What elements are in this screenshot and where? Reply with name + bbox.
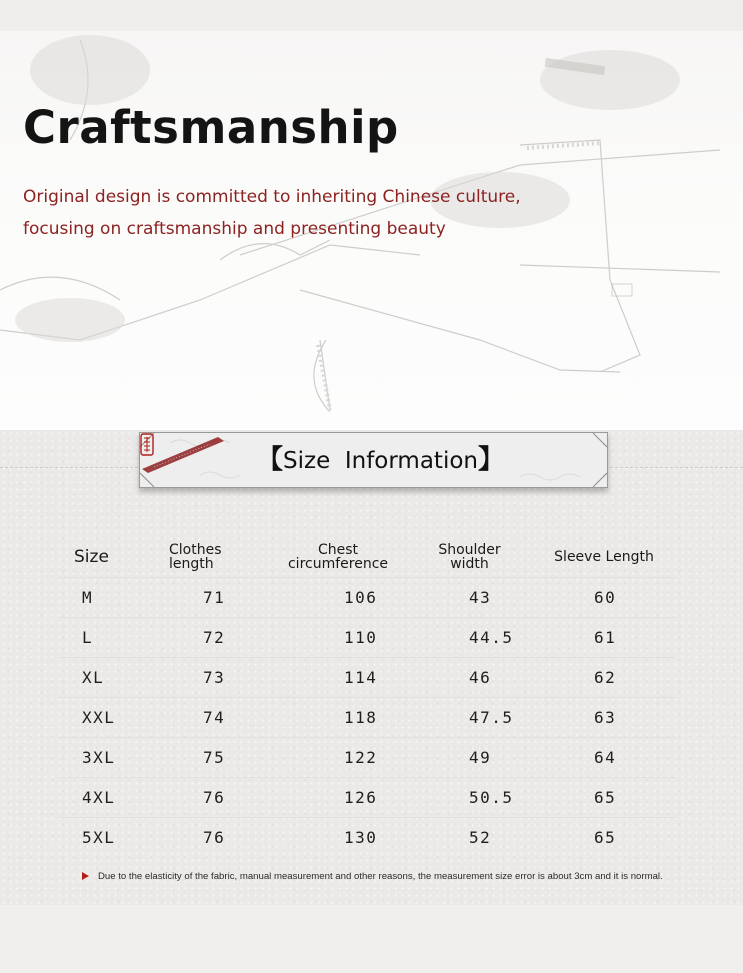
hero-subtitle-line-1: Original design is committed to inheriting Chinese culture,	[23, 187, 521, 207]
banner-heading	[257, 441, 504, 479]
cell-sleeve: 61	[532, 618, 676, 658]
cell-chest: 118	[269, 698, 407, 738]
table-row	[58, 738, 676, 778]
cell-chest: 126	[269, 778, 407, 818]
cell-sleeve: 65	[532, 818, 676, 858]
bottom-margin	[0, 905, 743, 973]
craftsmanship-hero	[0, 0, 743, 430]
cell-clothes-length: 71	[136, 578, 269, 618]
cell-shoulder: 50.5	[407, 778, 532, 818]
cell-sleeve: 63	[532, 698, 676, 738]
cell-clothes-length: 73	[136, 658, 269, 698]
cell-chest: 114	[269, 658, 407, 698]
banner-open-bracket: 【	[257, 445, 284, 475]
cell-sleeve: 65	[532, 778, 676, 818]
header-shoulder-line-1: Shoulder	[438, 542, 501, 558]
header-chest-line-1: Chest	[317, 542, 359, 558]
cell-chest: 110	[269, 618, 407, 658]
red-brush-stroke	[140, 433, 230, 473]
table-row	[58, 698, 676, 738]
measurement-note	[82, 871, 663, 882]
hero-subtitle-line-2: focusing on craftsmanship and presenting beauty	[23, 219, 446, 239]
table-row	[58, 618, 676, 658]
cell-size: 5XL	[58, 818, 136, 858]
cell-clothes-length: 72	[136, 618, 269, 658]
cell-clothes-length: 76	[136, 778, 269, 818]
header-shoulder-width	[407, 537, 532, 578]
cell-chest: 106	[269, 578, 407, 618]
cell-shoulder: 43	[407, 578, 532, 618]
size-chart-table	[58, 537, 676, 857]
header-clothes-length: Clothes length	[169, 542, 222, 572]
cell-shoulder: 44.5	[407, 618, 532, 658]
cell-size: XXL	[58, 698, 136, 738]
table-header-row	[58, 537, 676, 578]
cell-sleeve: 60	[532, 578, 676, 618]
cell-size: 3XL	[58, 738, 136, 778]
header-shoulder-line-2: width	[450, 556, 489, 572]
cell-chest: 122	[269, 738, 407, 778]
cell-clothes-length: 74	[136, 698, 269, 738]
cell-size: 4XL	[58, 778, 136, 818]
banner-close-bracket: 】	[478, 445, 505, 475]
cell-sleeve: 64	[532, 738, 676, 778]
cell-chest: 130	[269, 818, 407, 858]
cell-shoulder: 52	[407, 818, 532, 858]
hero-subtitle	[23, 181, 583, 245]
size-information-banner	[139, 432, 608, 488]
cell-shoulder: 47.5	[407, 698, 532, 738]
header-chest-circumference	[269, 537, 407, 578]
banner-title-text: Size Information	[283, 448, 478, 474]
table-row	[58, 818, 676, 858]
header-sleeve-length: Sleeve Length	[554, 549, 654, 565]
measurement-note-text: Due to the elasticity of the fabric, manual measurement and other reasons, the measurement size error is about 3cm and it is normal.	[98, 871, 663, 882]
table-row	[58, 778, 676, 818]
header-chest-line-2: circumference	[287, 556, 389, 572]
cell-sleeve: 62	[532, 658, 676, 698]
cell-size: L	[58, 618, 136, 658]
red-triangle-bullet-icon	[82, 872, 89, 880]
cell-shoulder: 46	[407, 658, 532, 698]
cell-size: M	[58, 578, 136, 618]
cell-shoulder: 49	[407, 738, 532, 778]
cell-clothes-length: 76	[136, 818, 269, 858]
table-row	[58, 578, 676, 618]
size-information-section	[0, 430, 743, 905]
cell-size: XL	[58, 658, 136, 698]
header-size: Size	[74, 547, 109, 567]
table-row	[58, 658, 676, 698]
cell-clothes-length: 75	[136, 738, 269, 778]
page-title: Craftsmanship	[23, 101, 399, 154]
